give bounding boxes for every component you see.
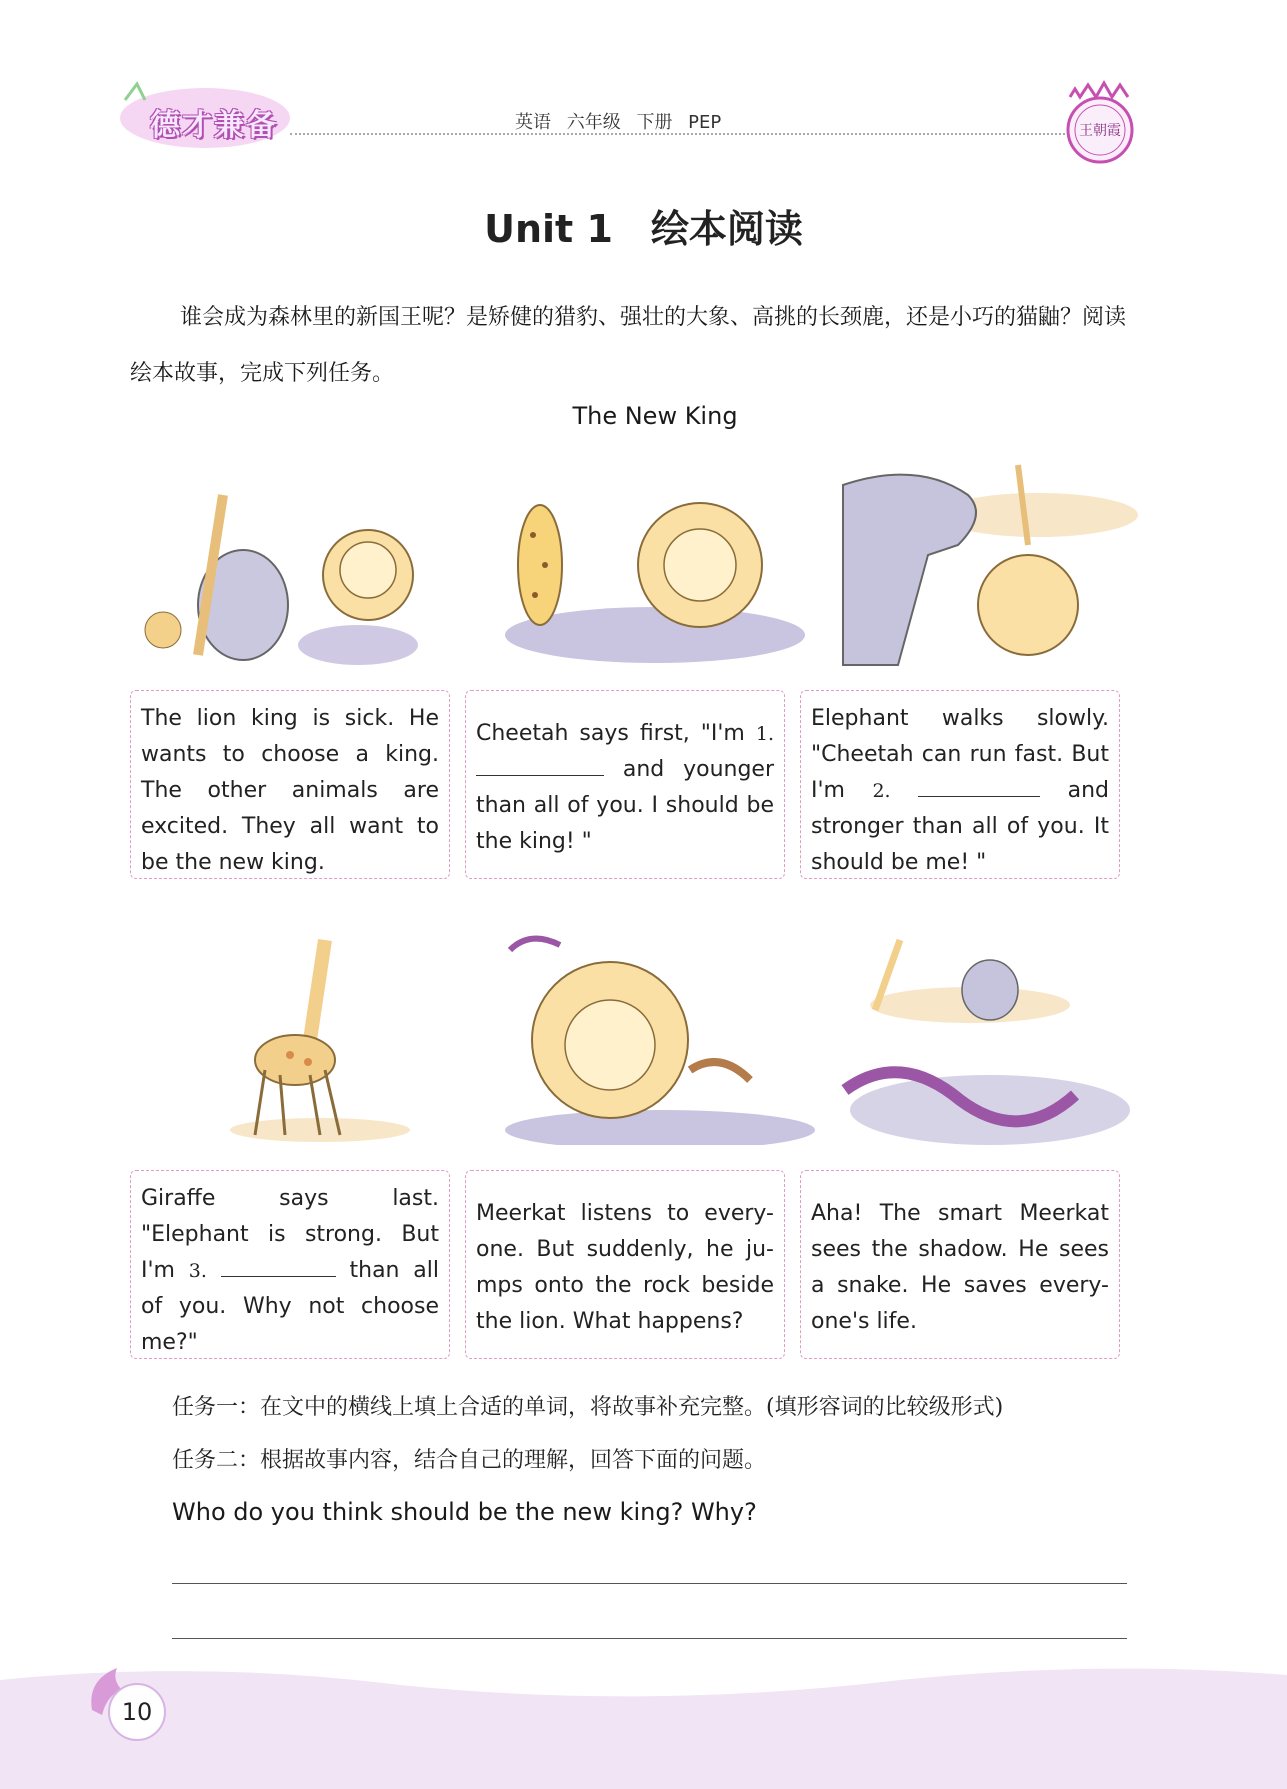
page-number: 10	[108, 1683, 166, 1741]
panel-2-text-before: Cheetah says first, "I'm	[476, 721, 745, 746]
story-title: The New King	[572, 402, 738, 430]
blank-1[interactable]	[476, 753, 604, 776]
illustration-elephant-and-lion	[838, 455, 1158, 670]
illustration-sick-lion-and-animals	[128, 455, 448, 670]
seal-text: 王朝霞	[1079, 123, 1121, 139]
footer-wave	[0, 1660, 1287, 1789]
book-info: 英语 六年级 下册 PEP	[515, 112, 722, 133]
blank-1-number: 1.	[755, 723, 774, 745]
panel-2-text-after: and younger than all of you. I should be the king! "	[476, 757, 775, 854]
question: Who do you think should be the new king? Why?	[172, 1498, 757, 1526]
blank-3[interactable]	[221, 1254, 336, 1277]
illustration-giraffe	[200, 930, 520, 1145]
page-title: Unit 1 绘本阅读	[484, 207, 803, 251]
panel-4-text	[130, 1170, 450, 1359]
panel-4-text-before: Giraffe says last. "Elephant is strong. But I'm	[141, 1186, 439, 1283]
blank-2-number: 2.	[872, 780, 891, 802]
blank-3-number: 3.	[188, 1260, 207, 1282]
panel-5-text: Meerkat listens to every-one. But suddenly, he ju-mps onto the rock beside the lion. What happens?	[465, 1170, 785, 1359]
blank-2[interactable]	[918, 774, 1040, 797]
illustration-snake-and-animals	[840, 930, 1160, 1145]
panel-3-text	[800, 690, 1120, 879]
intro-paragraph: 谁会成为森林里的新国王呢？是矫健的猎豹、强壮的大象、高挑的长颈鹿，还是小巧的猫鼬？阅读绘本故事，完成下列任务。	[130, 305, 1127, 386]
task-two: 任务二：根据故事内容，结合自己的理解，回答下面的问题。	[172, 1448, 767, 1473]
panel-3-text-after: and stronger than all of you. It should be me! "	[811, 778, 1109, 875]
illustration-cheetah-and-lion	[485, 455, 805, 670]
task-one: 任务一：在文中的横线上填上合适的单词，将故事补充完整。(填形容词的比较级形式)	[172, 1395, 1004, 1420]
panel-3-text-before: Elephant walks slowly. "Cheetah can run fast. But I'm	[811, 706, 1109, 803]
illustration-lion-and-meerkat	[500, 930, 820, 1145]
panel-6-text: Aha! The smart Meerkat sees the shadow. He sees a snake. He saves every-one's life.	[800, 1170, 1120, 1359]
panel-2-text	[465, 690, 785, 879]
answer-line-1[interactable]	[172, 1583, 1127, 1584]
author-seal	[1060, 75, 1140, 170]
panel-4-text-after: than all of you. Why not choose me?"	[141, 1258, 439, 1355]
panel-1-text: The lion king is sick. He wants to choose a king. The other animals are excited. They all want to be the new king.	[130, 690, 450, 879]
logo-text: 德才兼备	[150, 108, 278, 143]
answer-line-2[interactable]	[172, 1638, 1127, 1639]
